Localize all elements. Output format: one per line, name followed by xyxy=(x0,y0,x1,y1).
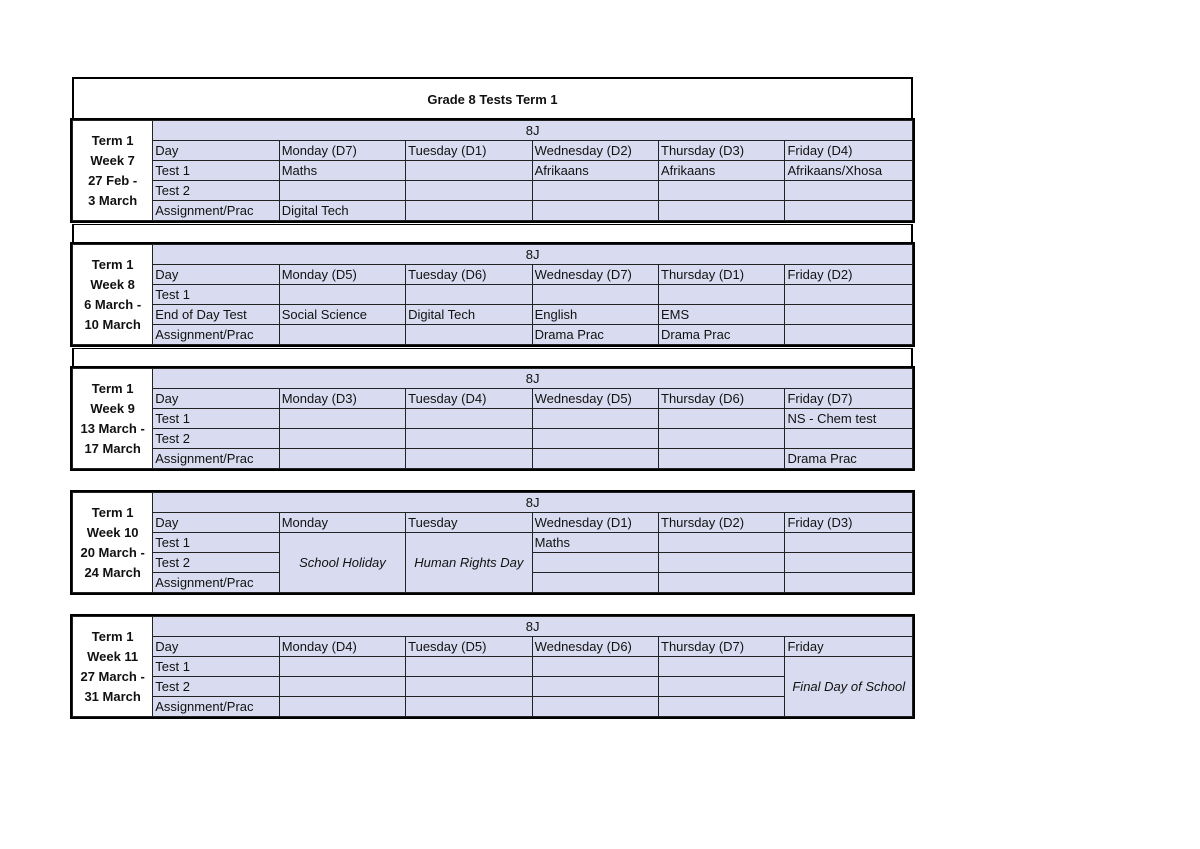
holiday-note: School Holiday xyxy=(279,533,405,593)
test-cell xyxy=(279,325,405,345)
test-cell xyxy=(659,573,785,593)
test-cell xyxy=(406,161,532,181)
class-group-header: 8J xyxy=(153,121,913,141)
test-cell: Drama Prac xyxy=(659,325,785,345)
test-cell xyxy=(532,181,658,201)
day-header: Friday (D2) xyxy=(785,265,913,285)
test-cell xyxy=(532,553,658,573)
day-header: Wednesday (D5) xyxy=(532,389,658,409)
row-label: Test 1 xyxy=(153,657,279,677)
week-label: Term 1 Week 11 27 March - 31 March xyxy=(73,617,153,717)
row-label-day: Day xyxy=(153,141,279,161)
test-cell xyxy=(785,285,913,305)
day-header: Wednesday (D6) xyxy=(532,637,658,657)
row-label: Test 1 xyxy=(153,409,279,429)
test-cell xyxy=(532,429,658,449)
day-header: Thursday (D6) xyxy=(659,389,785,409)
test-cell: Digital Tech xyxy=(279,201,405,221)
week-label: Term 1 Week 7 27 Feb - 3 March xyxy=(73,121,153,221)
day-header: Thursday (D7) xyxy=(659,637,785,657)
day-header: Friday (D4) xyxy=(785,141,913,161)
test-cell xyxy=(406,657,532,677)
test-cell: NS - Chem test xyxy=(785,409,913,429)
day-header: Monday (D5) xyxy=(279,265,405,285)
day-header: Thursday (D3) xyxy=(659,141,785,161)
day-header: Tuesday (D6) xyxy=(406,265,532,285)
test-cell: Drama Prac xyxy=(785,449,913,469)
test-cell xyxy=(406,449,532,469)
test-cell: Afrikaans/Xhosa xyxy=(785,161,913,181)
day-header: Tuesday (D5) xyxy=(406,637,532,657)
test-cell xyxy=(659,677,785,697)
test-cell xyxy=(532,285,658,305)
test-cell xyxy=(532,697,658,717)
test-cell xyxy=(279,429,405,449)
test-cell xyxy=(659,409,785,429)
week-7-table xyxy=(72,120,913,221)
day-header: Friday (D3) xyxy=(785,513,913,533)
test-cell xyxy=(532,201,658,221)
day-header: Wednesday (D7) xyxy=(532,265,658,285)
test-cell xyxy=(785,553,913,573)
day-header: Tuesday xyxy=(406,513,532,533)
class-group-header: 8J xyxy=(153,245,913,265)
test-cell xyxy=(659,181,785,201)
row-label: Test 2 xyxy=(153,181,279,201)
test-cell xyxy=(279,285,405,305)
holiday-note: Human Rights Day xyxy=(406,533,532,593)
test-cell: EMS xyxy=(659,305,785,325)
day-header: Friday xyxy=(785,637,913,657)
row-label-day: Day xyxy=(153,513,279,533)
test-cell xyxy=(659,429,785,449)
row-label: Test 1 xyxy=(153,285,279,305)
row-label: Assignment/Prac xyxy=(153,697,279,717)
test-cell xyxy=(279,697,405,717)
week-9-table xyxy=(72,368,913,469)
day-header: Monday (D4) xyxy=(279,637,405,657)
test-cell xyxy=(406,325,532,345)
test-cell xyxy=(279,677,405,697)
test-cell xyxy=(406,697,532,717)
test-cell xyxy=(532,677,658,697)
row-label: End of Day Test xyxy=(153,305,279,325)
day-header: Monday (D7) xyxy=(279,141,405,161)
test-cell xyxy=(279,409,405,429)
row-label: Assignment/Prac xyxy=(153,573,279,593)
day-header: Tuesday (D1) xyxy=(406,141,532,161)
day-header: Tuesday (D4) xyxy=(406,389,532,409)
test-cell: Afrikaans xyxy=(659,161,785,181)
day-header: Thursday (D1) xyxy=(659,265,785,285)
test-cell xyxy=(659,697,785,717)
test-cell xyxy=(785,305,913,325)
row-label: Test 2 xyxy=(153,429,279,449)
test-cell: Drama Prac xyxy=(532,325,658,345)
row-label: Test 1 xyxy=(153,161,279,181)
class-group-header: 8J xyxy=(153,493,913,513)
week-label: Term 1 Week 9 13 March - 17 March xyxy=(73,369,153,469)
test-cell xyxy=(785,429,913,449)
week-label: Term 1 Week 8 6 March - 10 March xyxy=(73,245,153,345)
spacer-row xyxy=(72,224,913,245)
test-cell: Maths xyxy=(279,161,405,181)
final-day-note: Final Day of School xyxy=(785,657,913,717)
test-cell xyxy=(659,201,785,221)
test-cell xyxy=(532,573,658,593)
test-cell xyxy=(659,449,785,469)
day-header: Monday (D3) xyxy=(279,389,405,409)
week-11-table xyxy=(72,616,913,717)
week-10-table xyxy=(72,492,913,593)
day-header: Monday xyxy=(279,513,405,533)
test-cell xyxy=(659,657,785,677)
test-cell xyxy=(785,201,913,221)
test-cell xyxy=(279,181,405,201)
test-cell xyxy=(659,285,785,305)
row-label: Test 2 xyxy=(153,553,279,573)
test-cell xyxy=(785,181,913,201)
test-cell: Social Science xyxy=(279,305,405,325)
row-label: Assignment/Prac xyxy=(153,449,279,469)
day-header: Wednesday (D1) xyxy=(532,513,658,533)
test-cell xyxy=(785,573,913,593)
test-cell xyxy=(532,409,658,429)
week-8-table xyxy=(72,244,913,345)
day-header: Friday (D7) xyxy=(785,389,913,409)
week-label: Term 1 Week 10 20 March - 24 March xyxy=(73,493,153,593)
test-cell xyxy=(406,285,532,305)
test-cell xyxy=(659,533,785,553)
test-cell xyxy=(406,677,532,697)
test-cell xyxy=(406,409,532,429)
test-cell xyxy=(785,533,913,553)
test-cell: Afrikaans xyxy=(532,161,658,181)
test-cell xyxy=(279,657,405,677)
row-label: Assignment/Prac xyxy=(153,325,279,345)
test-cell xyxy=(659,553,785,573)
row-label: Test 1 xyxy=(153,533,279,553)
row-label-day: Day xyxy=(153,637,279,657)
test-cell xyxy=(406,429,532,449)
test-cell xyxy=(532,449,658,469)
test-cell: Digital Tech xyxy=(406,305,532,325)
day-header: Wednesday (D2) xyxy=(532,141,658,161)
row-label: Assignment/Prac xyxy=(153,201,279,221)
test-cell xyxy=(406,201,532,221)
schedule-title: Grade 8 Tests Term 1 xyxy=(72,77,913,122)
test-cell xyxy=(532,657,658,677)
row-label: Test 2 xyxy=(153,677,279,697)
row-label-day: Day xyxy=(153,265,279,285)
test-cell xyxy=(406,181,532,201)
day-header: Thursday (D2) xyxy=(659,513,785,533)
test-cell: Maths xyxy=(532,533,658,553)
test-cell xyxy=(279,449,405,469)
test-cell xyxy=(785,325,913,345)
test-cell: English xyxy=(532,305,658,325)
class-group-header: 8J xyxy=(153,617,913,637)
row-label-day: Day xyxy=(153,389,279,409)
class-group-header: 8J xyxy=(153,369,913,389)
spacer-row xyxy=(72,348,913,369)
